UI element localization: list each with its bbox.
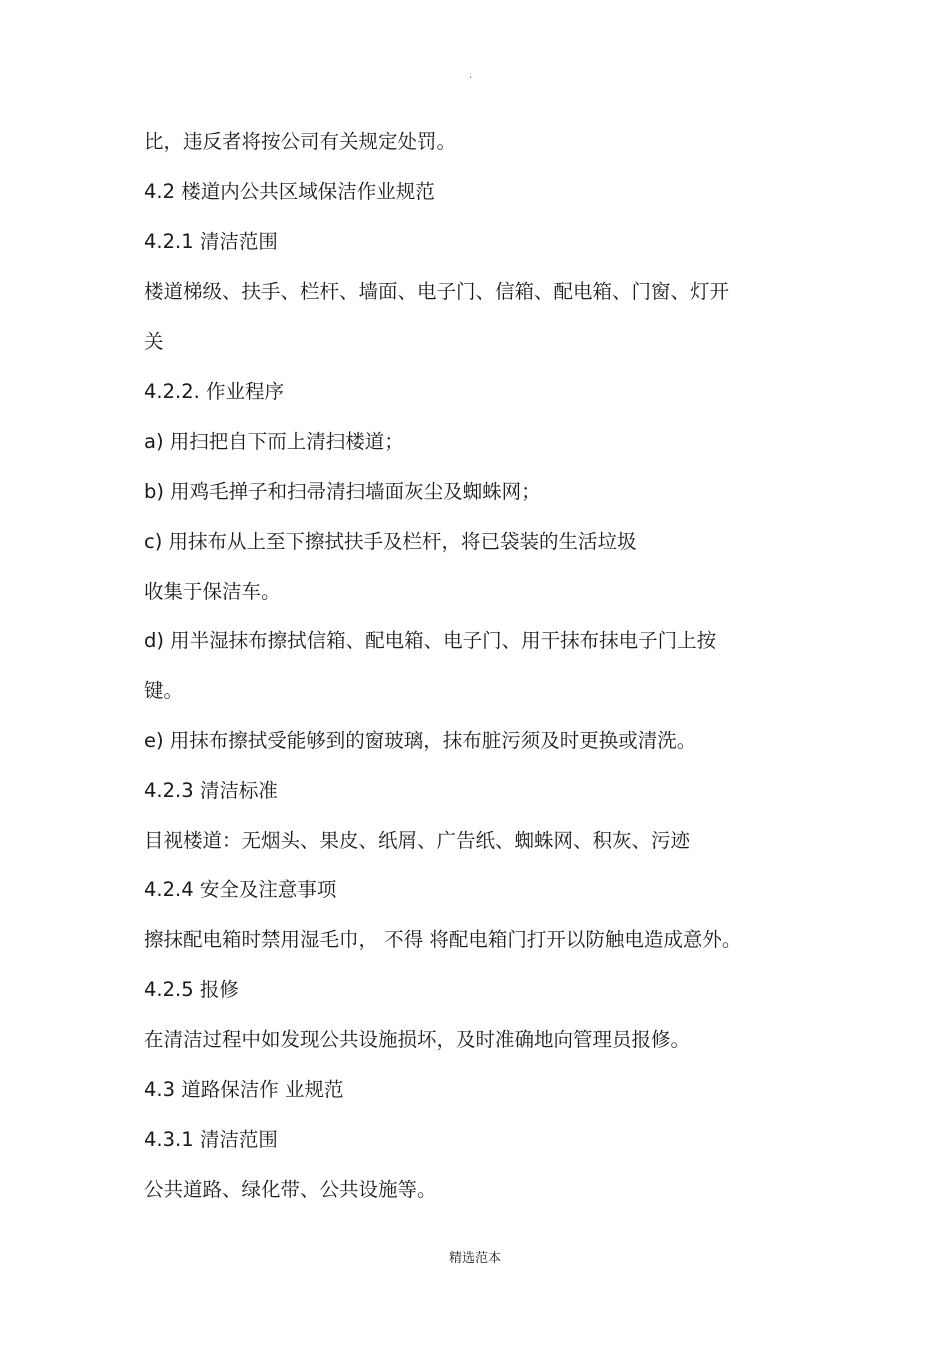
header-mark: . [469, 70, 473, 81]
text-line: 比，违反者将按公司有关规定处罚。 [144, 130, 457, 153]
section-heading: 4.3 道路保洁作 业规范 [144, 1078, 344, 1101]
list-item: b) 用鸡毛掸子和扫帚清扫墙面灰尘及蜘蛛网； [144, 480, 541, 503]
text-line: 关 [144, 330, 164, 353]
list-item: a) 用扫把自下而上清扫楼道； [144, 430, 404, 453]
subsection-heading: 4.2.3 清洁标准 [144, 779, 278, 802]
text-line: 收集于保洁车。 [144, 580, 281, 603]
list-item: d) 用半湿抹布擦拭信箱、配电箱、电子门、用干抹布抹电子门上按 [144, 629, 717, 652]
page-footer: 精选范本 [448, 1251, 501, 1266]
list-item: e) 用抹布擦拭受能够到的窗玻璃，抹布脏污须及时更换或清洗。 [144, 729, 697, 752]
subsection-heading: 4.2.5 报修 [144, 978, 239, 1001]
subsection-heading: 4.2.1 清洁范围 [144, 230, 278, 253]
text-line: 公共道路、绿化带、公共设施等。 [144, 1178, 437, 1201]
list-item: c) 用抹布从上至下擦拭扶手及栏杆，将已袋装的生活垃圾 [144, 530, 637, 553]
text-line: 在清洁过程中如发现公共设施损坏，及时准确地向管理员报修。 [144, 1028, 691, 1051]
text-line: 目视楼道：无烟头、果皮、纸屑、广告纸、蜘蛛网、积灰、污迹 [144, 829, 691, 852]
subsection-heading: 4.2.4 安全及注意事项 [144, 878, 337, 901]
text-line: 擦抹配电箱时禁用湿毛巾， 不得 将配电箱门打开以防触电造成意外。 [144, 928, 742, 951]
text-line: 键。 [144, 679, 184, 702]
subsection-heading: 4.2.2. 作业程序 [144, 380, 285, 403]
section-heading: 4.2 楼道内公共区域保洁作业规范 [144, 180, 435, 203]
subsection-heading: 4.3.1 清洁范围 [144, 1128, 278, 1151]
text-line: 楼道梯级、扶手、栏杆、墙面、电子门、信箱、配电箱、门窗、灯开 [144, 280, 730, 303]
